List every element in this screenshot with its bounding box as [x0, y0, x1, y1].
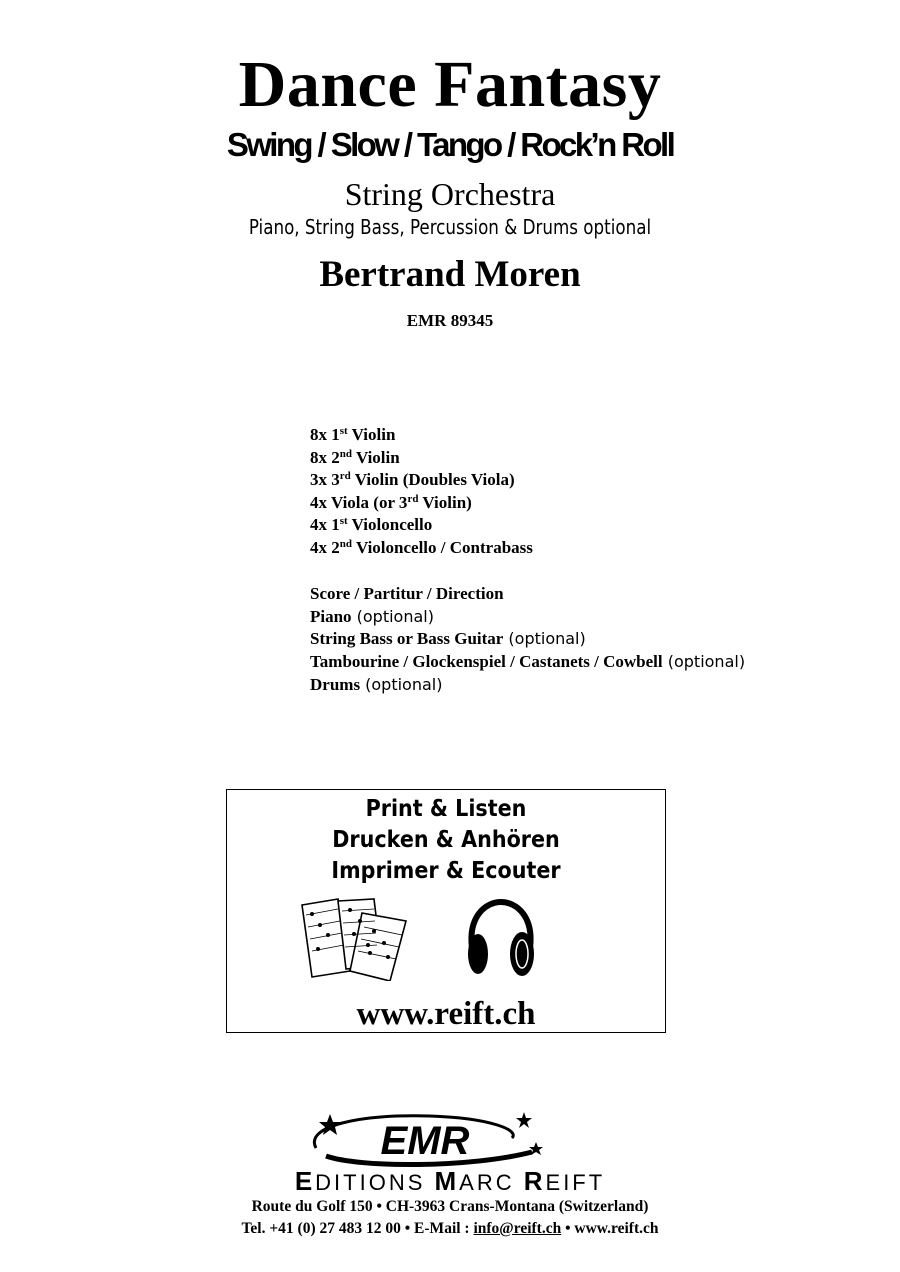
publisher-name: EDITIONS MARC REIFT	[294, 1166, 606, 1196]
part-item: 8x 1st Violin	[310, 425, 396, 444]
page-title: Dance Fantasy	[238, 48, 662, 121]
subtitle: Swing / Slow / Tango / Rock’n Roll	[226, 126, 674, 163]
print-listen-en: Print & Listen	[365, 796, 527, 822]
catalog-number: EMR 89345	[406, 311, 494, 330]
print-listen-de: Drucken & Anhören	[332, 827, 560, 853]
print-listen-box	[226, 789, 666, 1033]
sheet-music-icon	[298, 895, 412, 981]
extra-part-item: Tambourine / Glockenspiel / Castanets / Cowbell (optional)	[310, 652, 746, 672]
ensemble: String Orchestra	[344, 176, 556, 212]
publisher-address: Route du Golf 150 • CH-3963 Crans-Montana (Switzerland)	[251, 1198, 649, 1215]
extra-part-item: Score / Partitur / Direction	[310, 584, 504, 603]
optional-instruments: Piano, String Bass, Percussion & Drums optional	[248, 215, 652, 239]
extra-part-item: String Bass or Bass Guitar (optional)	[310, 629, 586, 649]
instrumentation-list	[310, 424, 533, 559]
extra-part-item: Drums (optional)	[310, 674, 443, 694]
publisher-logo	[300, 1108, 550, 1170]
part-item: 4x 1st Violoncello	[310, 515, 433, 534]
email-link[interactable]: info@reift.ch	[473, 1220, 562, 1237]
publisher-contact: Tel. +41 (0) 27 483 12 00 • E-Mail : info@reift.ch • www.reift.ch	[241, 1220, 659, 1237]
composer: Bertrand Moren	[319, 254, 581, 295]
part-item: 3x 3rd Violin (Doubles Viola)	[310, 470, 515, 489]
headphones-icon	[464, 898, 538, 980]
additional-parts-list	[310, 583, 745, 697]
print-listen-fr: Imprimer & Ecouter	[331, 858, 561, 884]
logo-text: EMR	[380, 1119, 470, 1163]
website-link[interactable]: www.reift.ch	[356, 996, 536, 1032]
part-item: 4x 2nd Violoncello / Contrabass	[310, 537, 533, 557]
part-item: 4x Viola (or 3rd Violin)	[310, 492, 472, 512]
part-item: 8x 2nd Violin	[310, 447, 400, 467]
extra-part-item: Piano (optional)	[310, 606, 434, 626]
